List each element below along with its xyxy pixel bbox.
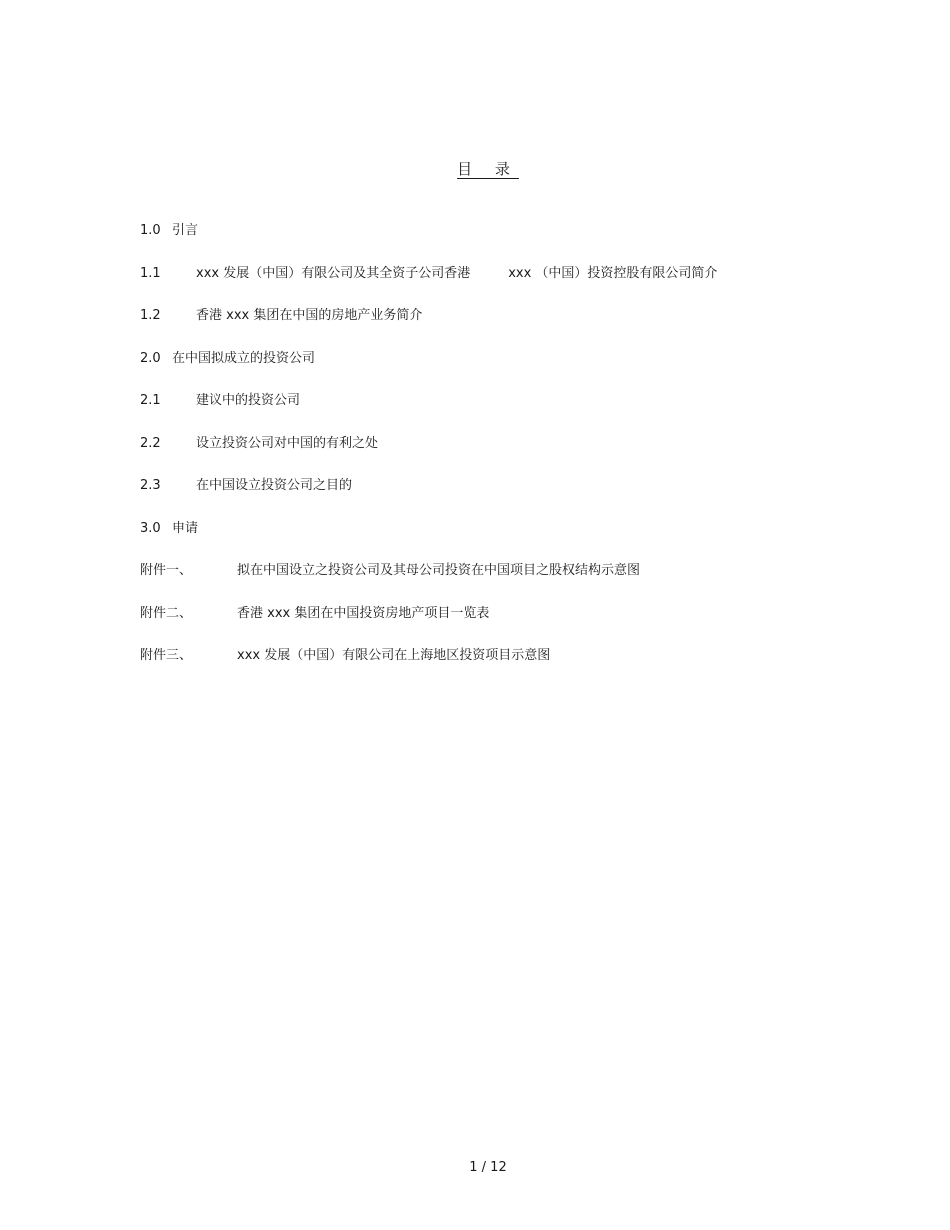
toc-entry-1-2: [140, 306, 840, 349]
toc-number: 2.3: [140, 478, 161, 493]
table-of-contents: [140, 221, 840, 689]
toc-number: 附件二、: [140, 605, 193, 621]
toc-number: 2.1: [140, 393, 161, 408]
toc-number: 1.1: [140, 265, 161, 281]
toc-entry-1-1: [140, 264, 840, 307]
toc-entry-appendix-1: [140, 561, 840, 604]
toc-number: 2.2: [140, 435, 161, 451]
toc-entry-2-2: [140, 434, 840, 477]
toc-text-continued: xxx （中国）投资控股有限公司简介: [508, 265, 718, 281]
toc-entry-2-3: [140, 476, 840, 519]
toc-number: 3.0: [140, 520, 161, 536]
toc-text: 在中国设立投资公司之目的: [196, 478, 353, 493]
page-number: 1 / 12: [469, 1160, 507, 1175]
toc-text: xxx 发展（中国）有限公司及其全资子公司香港: [196, 265, 471, 281]
toc-text: 在中国拟成立的投资公司: [172, 350, 316, 366]
toc-number: 1.2: [140, 308, 161, 323]
toc-title: 目 录: [457, 160, 519, 178]
toc-text: 香港 xxx 集团在中国投资房地产项目一览表: [237, 605, 490, 621]
toc-entry-2-1: [140, 391, 840, 434]
toc-text: 引言: [172, 223, 199, 238]
toc-text: xxx 发展（中国）有限公司在上海地区投资项目示意图: [237, 648, 551, 663]
toc-entry-1-0: [140, 221, 840, 264]
toc-text: 香港 xxx 集团在中国的房地产业务简介: [196, 308, 423, 323]
toc-entry-appendix-3: [140, 646, 840, 689]
toc-text: 建议中的投资公司: [196, 393, 301, 408]
toc-entry-3-0: [140, 519, 840, 562]
toc-number: 附件三、: [140, 648, 193, 663]
toc-entry-appendix-2: [140, 604, 840, 647]
toc-text: 设立投资公司对中国的有利之处: [196, 435, 379, 451]
toc-number: 附件一、: [140, 563, 193, 578]
toc-text: 申请: [172, 520, 199, 536]
toc-number: 1.0: [140, 223, 161, 238]
toc-text: 拟在中国设立之投资公司及其母公司投资在中国项目之股权结构示意图: [237, 563, 641, 578]
toc-number: 2.0: [140, 350, 161, 366]
toc-entry-2-0: [140, 349, 840, 392]
